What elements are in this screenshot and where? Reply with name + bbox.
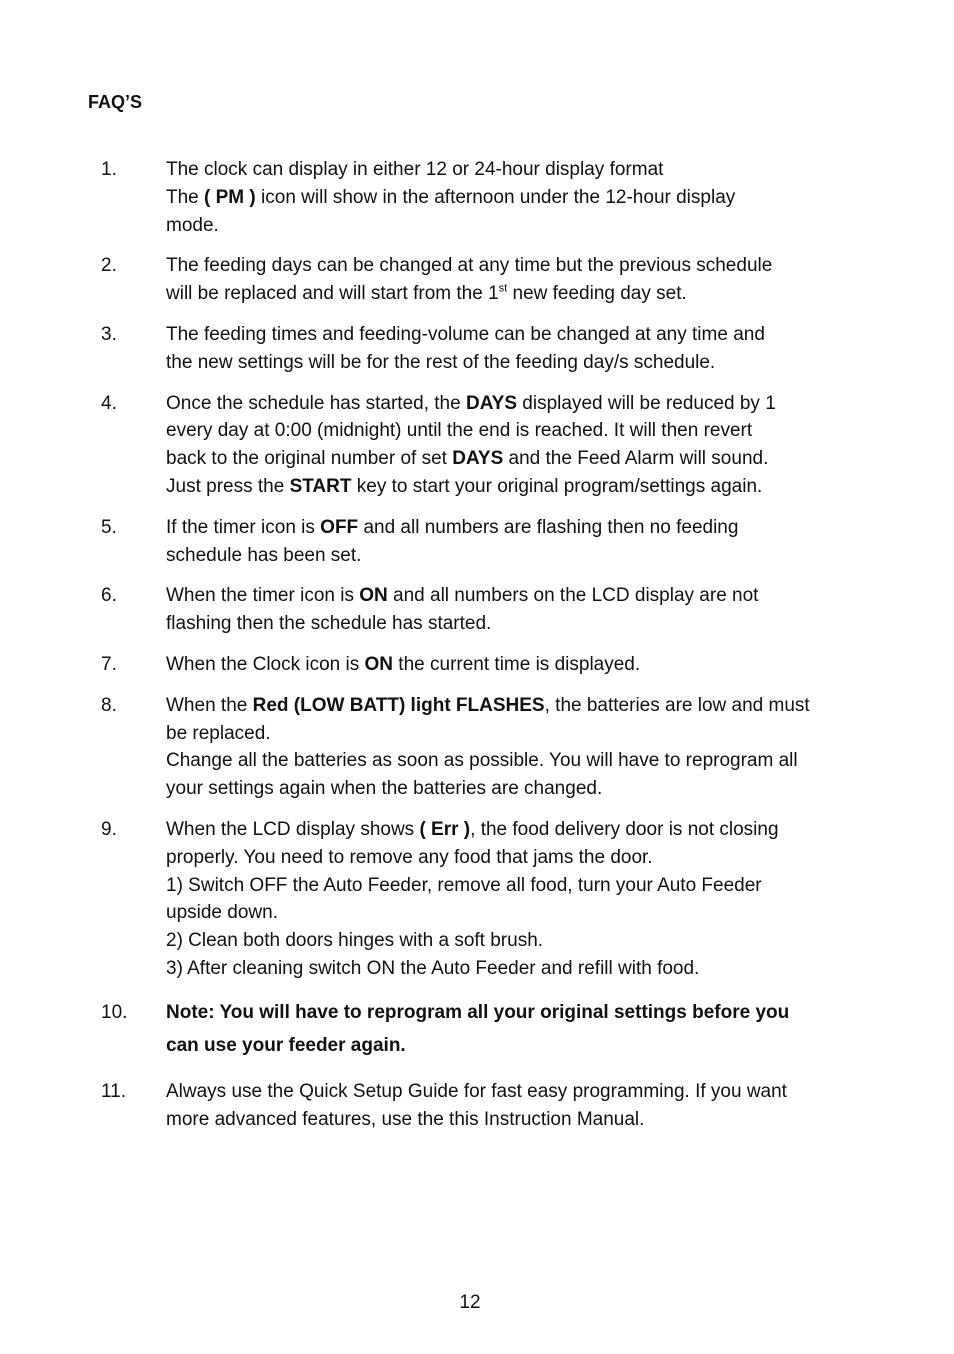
text-run: When the LCD display shows <box>166 818 420 840</box>
page-heading: FAQ’S <box>88 92 143 112</box>
faq-item-text <box>166 651 866 679</box>
text-run: The clock can display in either 12 or 24-hour display format <box>166 159 664 180</box>
text-run: When the Clock icon is <box>166 653 365 675</box>
text-run: back to the original number of set <box>166 448 453 470</box>
faq-item-text <box>166 321 866 377</box>
bold-text-run: can use your feeder again. <box>166 1034 406 1056</box>
faq-item <box>0 996 954 1062</box>
faq-item <box>0 390 954 501</box>
faq-item-text <box>166 514 866 570</box>
text-run: and the Feed Alarm will sound. <box>503 448 769 470</box>
bold-text-run: ON <box>364 653 394 675</box>
faq-item-text <box>166 996 866 1062</box>
faq-item-text <box>166 692 866 803</box>
text-run: upside down. <box>166 902 278 924</box>
faq-item-number: 4. <box>101 392 117 414</box>
text-line <box>166 927 866 955</box>
text-run: Once the schedule has started, the <box>166 392 466 414</box>
text-run: 3) After cleaning switch ON the Auto Feeder and refill with food. <box>166 957 700 979</box>
text-line <box>166 844 866 872</box>
faq-item-number: 6. <box>101 585 117 607</box>
text-run: Change all the batteries as soon as possible. You will have to reprogram all <box>166 750 798 772</box>
faq-list <box>0 156 954 1146</box>
bold-text-run: ON <box>359 585 388 607</box>
faq-item <box>0 651 954 679</box>
text-run: icon will show in the afternoon under the 12-hour display <box>255 186 736 208</box>
text-run: The feeding days can be changed at any time but the previous schedule <box>166 255 773 277</box>
faq-item-number: 2. <box>101 255 117 277</box>
text-run: your settings again when the batteries are changed. <box>166 778 603 800</box>
text-line <box>166 349 866 377</box>
text-line <box>166 720 866 748</box>
faq-item-text <box>166 582 866 638</box>
text-line <box>166 1029 866 1062</box>
text-line <box>166 417 866 445</box>
text-run: be replaced. <box>166 722 271 744</box>
faq-item <box>0 692 954 803</box>
text-line <box>166 651 866 679</box>
faq-item-text <box>166 252 866 308</box>
text-run: If the timer icon is <box>166 516 321 538</box>
bold-text-run: DAYS <box>452 448 504 470</box>
text-line <box>166 1106 866 1134</box>
text-line <box>166 747 866 775</box>
text-line <box>166 514 866 542</box>
text-run: displayed will be reduced by 1 <box>517 392 776 414</box>
text-run: more advanced features, use the this Instruction Manual. <box>166 1108 645 1130</box>
text-line <box>166 899 866 927</box>
text-run: the new settings will be for the rest of the feeding day/s schedule. <box>166 351 716 373</box>
text-run: and all numbers are flashing then no feeding <box>358 516 739 538</box>
text-line <box>166 816 866 844</box>
text-run: new feeding day set. <box>507 283 687 305</box>
text-line <box>166 390 866 418</box>
text-run: The feeding times and feeding-volume can be changed at any time and <box>166 323 765 345</box>
text-run: 2) Clean both doors hinges with a soft brush. <box>166 930 544 952</box>
text-run: properly. You need to remove any food that jams the door. <box>166 846 653 868</box>
faq-item <box>0 816 954 983</box>
text-run: flashing then the schedule has started. <box>166 613 492 635</box>
bold-text-run: Note: You will have to reprogram all your original settings before you <box>166 1001 790 1023</box>
page-number: 12 <box>459 1292 481 1313</box>
text-run: schedule has been set. <box>166 544 362 566</box>
text-run: the current time is displayed. <box>393 653 641 675</box>
text-line <box>166 212 866 240</box>
faq-item-number: 9. <box>101 818 117 840</box>
text-line <box>166 542 866 570</box>
text-line <box>166 582 866 610</box>
faq-item <box>0 582 954 638</box>
text-line <box>166 955 866 983</box>
bold-text-run: ( PM ) <box>204 186 256 208</box>
text-run: , the food delivery door is not closing <box>470 818 779 840</box>
faq-item-number: 10. <box>101 1001 128 1023</box>
faq-item <box>0 321 954 377</box>
faq-item-text <box>166 1078 866 1134</box>
faq-item-text <box>166 816 866 983</box>
text-run: key to start your original program/settings again. <box>351 475 763 497</box>
faq-item <box>0 156 954 239</box>
faq-item-text <box>166 390 866 501</box>
bold-text-run: START <box>289 475 352 497</box>
text-line <box>166 321 866 349</box>
faq-item <box>0 514 954 570</box>
text-line <box>166 473 866 501</box>
faq-item-number: 5. <box>101 516 117 538</box>
text-line <box>166 252 866 280</box>
faq-item <box>0 252 954 308</box>
text-run: Always use the Quick Setup Guide for fast easy programming. If you want <box>166 1080 787 1102</box>
superscript-text: st <box>498 282 508 295</box>
text-run: The <box>166 186 205 208</box>
faq-item-number: 7. <box>101 653 117 675</box>
text-run: Just press the <box>166 475 290 497</box>
text-run: 1) Switch OFF the Auto Feeder, remove all food, turn your Auto Feeder <box>166 874 762 896</box>
text-line <box>166 184 866 212</box>
text-line <box>166 775 866 803</box>
text-line <box>166 996 866 1029</box>
text-line <box>166 610 866 638</box>
bold-text-run: Red (LOW BATT) light FLASHES <box>252 694 545 716</box>
text-line <box>166 445 866 473</box>
bold-text-run: DAYS <box>465 392 518 414</box>
text-run: will be replaced and will start from the 1 <box>166 283 499 305</box>
text-run: When the <box>166 694 253 716</box>
text-line <box>166 280 866 308</box>
text-line <box>166 872 866 900</box>
text-run: and all numbers on the LCD display are not <box>387 585 759 607</box>
text-line <box>166 1078 866 1106</box>
faq-item-number: 11. <box>101 1080 127 1102</box>
text-run: every day at 0:00 (midnight) until the end is reached. It will then revert <box>166 420 753 442</box>
bold-text-run: ( Err ) <box>419 818 471 840</box>
text-run: When the timer icon is <box>166 585 360 607</box>
faq-item-number: 1. <box>101 159 117 180</box>
faq-item-number: 3. <box>101 323 117 345</box>
faq-item <box>0 1078 954 1134</box>
faq-item-text <box>166 156 866 239</box>
text-line <box>166 156 866 184</box>
faq-item-number: 8. <box>101 694 117 716</box>
bold-text-run: OFF <box>320 516 359 538</box>
text-run: mode. <box>166 214 219 236</box>
text-line <box>166 692 866 720</box>
text-run: , the batteries are low and must <box>544 694 810 716</box>
